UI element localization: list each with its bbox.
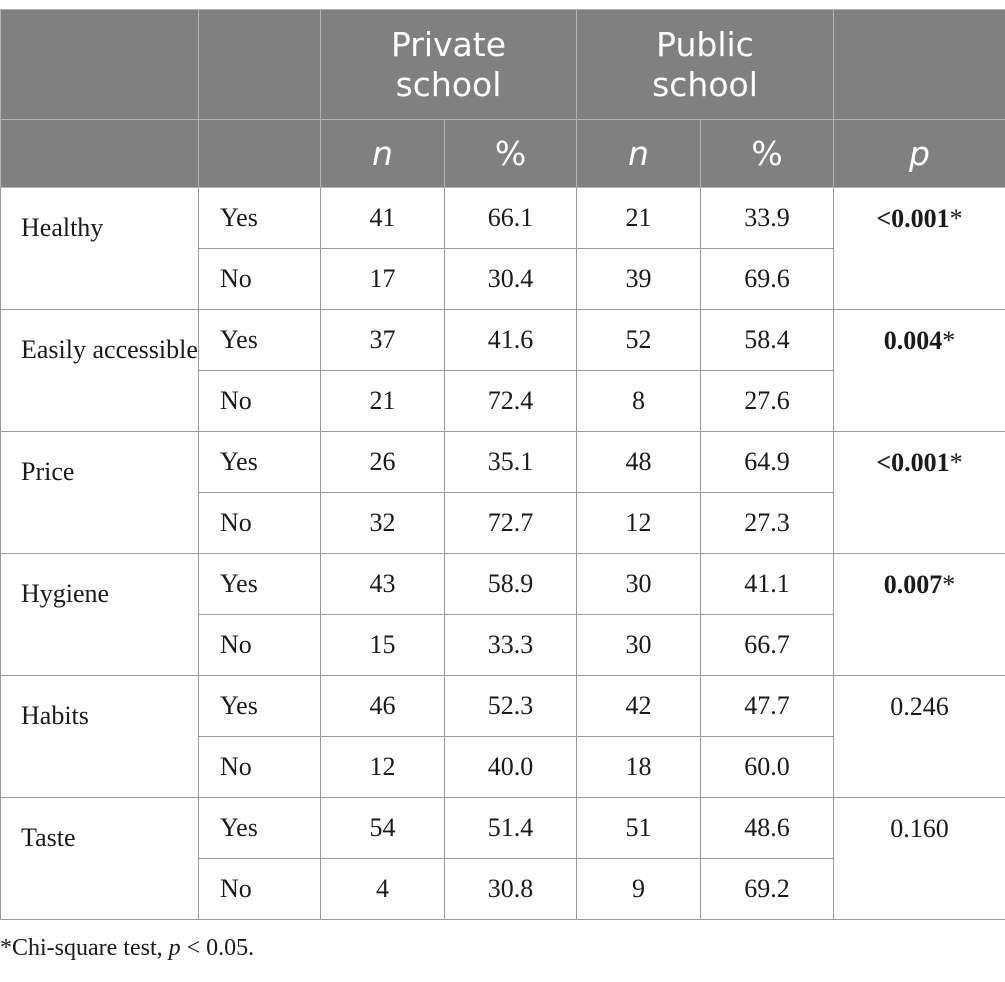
public-pct-cell: 58.4 — [701, 310, 834, 371]
private-pct-cell: 66.1 — [445, 188, 577, 249]
private-pct-cell: 72.7 — [445, 493, 577, 554]
public-pct-cell: 64.9 — [701, 432, 834, 493]
p-value: <0.001 — [876, 448, 950, 477]
p-value: 0.246 — [890, 692, 949, 721]
header-pct-public: % — [701, 120, 834, 188]
p-value-cell — [834, 188, 1005, 310]
private-n-cell: 54 — [321, 798, 445, 859]
private-n-cell: 4 — [321, 859, 445, 920]
table-row — [1, 676, 1005, 737]
response-label: Yes — [199, 188, 321, 249]
footnote-suffix: < 0.05. — [180, 935, 255, 961]
p-value-cell — [834, 554, 1005, 676]
public-n-cell: 30 — [577, 615, 701, 676]
private-n-cell: 21 — [321, 371, 445, 432]
public-pct-cell: 47.7 — [701, 676, 834, 737]
public-pct-cell: 41.1 — [701, 554, 834, 615]
p-value: 0.004 — [883, 326, 943, 355]
private-pct-cell: 30.8 — [445, 859, 577, 920]
private-n-cell: 12 — [321, 737, 445, 798]
p-value: <0.001 — [876, 204, 950, 233]
header-empty-category — [1, 10, 199, 120]
table-row — [1, 432, 1005, 493]
public-pct-cell: 60.0 — [701, 737, 834, 798]
header-n-public: n — [577, 120, 701, 188]
header-public-school: Public school — [577, 10, 834, 120]
private-pct-cell: 72.4 — [445, 371, 577, 432]
public-pct-cell: 27.6 — [701, 371, 834, 432]
private-n-cell: 32 — [321, 493, 445, 554]
response-label: No — [199, 249, 321, 310]
private-n-cell: 43 — [321, 554, 445, 615]
response-label: No — [199, 737, 321, 798]
private-n-cell: 37 — [321, 310, 445, 371]
public-pct-cell: 66.7 — [701, 615, 834, 676]
table-footnote — [0, 935, 254, 962]
category-label: Habits — [1, 676, 199, 798]
private-pct-cell: 35.1 — [445, 432, 577, 493]
table-row — [1, 798, 1005, 859]
header-p-value: p — [834, 120, 1005, 188]
significance-mark: * — [949, 448, 963, 477]
response-label: No — [199, 493, 321, 554]
public-n-cell: 52 — [577, 310, 701, 371]
table-row — [1, 554, 1005, 615]
category-label: Healthy — [1, 188, 199, 310]
p-value: 0.160 — [890, 814, 949, 843]
category-label: Easily accessible — [1, 310, 199, 432]
table-body — [1, 188, 1005, 920]
p-value-cell — [834, 676, 1005, 798]
public-n-cell: 42 — [577, 676, 701, 737]
private-n-cell: 15 — [321, 615, 445, 676]
response-label: Yes — [199, 554, 321, 615]
public-pct-cell: 48.6 — [701, 798, 834, 859]
response-label: No — [199, 615, 321, 676]
significance-mark: * — [949, 204, 963, 233]
public-n-cell: 30 — [577, 554, 701, 615]
response-label: No — [199, 371, 321, 432]
public-n-cell: 21 — [577, 188, 701, 249]
header-row-stats — [1, 120, 1005, 188]
header-n-private: n — [321, 120, 445, 188]
private-pct-cell: 33.3 — [445, 615, 577, 676]
response-label: No — [199, 859, 321, 920]
results-table — [0, 9, 1005, 920]
p-value-cell — [834, 798, 1005, 920]
private-n-cell: 41 — [321, 188, 445, 249]
private-n-cell: 26 — [321, 432, 445, 493]
significance-mark: * — [942, 326, 956, 355]
public-n-cell: 9 — [577, 859, 701, 920]
private-n-cell: 17 — [321, 249, 445, 310]
header-empty-p — [834, 10, 1005, 120]
table-row — [1, 310, 1005, 371]
p-value: 0.007 — [883, 570, 943, 599]
header-row-groups — [1, 10, 1005, 120]
private-pct-cell: 58.9 — [445, 554, 577, 615]
private-pct-cell: 30.4 — [445, 249, 577, 310]
private-pct-cell: 52.3 — [445, 676, 577, 737]
footnote-p-symbol: p — [168, 935, 181, 961]
response-label: Yes — [199, 798, 321, 859]
header-empty-category-2 — [1, 120, 199, 188]
public-pct-cell: 33.9 — [701, 188, 834, 249]
header-private-school: Private school — [321, 10, 577, 120]
private-pct-cell: 41.6 — [445, 310, 577, 371]
footnote-prefix: *Chi-square test, — [0, 935, 169, 961]
table-header — [1, 10, 1005, 188]
public-n-cell: 8 — [577, 371, 701, 432]
public-pct-cell: 69.6 — [701, 249, 834, 310]
p-value-cell — [834, 432, 1005, 554]
public-n-cell: 51 — [577, 798, 701, 859]
table-row — [1, 188, 1005, 249]
header-empty-response-2 — [199, 120, 321, 188]
public-n-cell: 39 — [577, 249, 701, 310]
private-n-cell: 46 — [321, 676, 445, 737]
response-label: Yes — [199, 432, 321, 493]
category-label: Taste — [1, 798, 199, 920]
significance-mark: * — [942, 570, 956, 599]
response-label: Yes — [199, 310, 321, 371]
public-pct-cell: 69.2 — [701, 859, 834, 920]
public-n-cell: 12 — [577, 493, 701, 554]
category-label: Hygiene — [1, 554, 199, 676]
header-empty-response — [199, 10, 321, 120]
private-pct-cell: 51.4 — [445, 798, 577, 859]
category-label: Price — [1, 432, 199, 554]
public-pct-cell: 27.3 — [701, 493, 834, 554]
header-pct-private: % — [445, 120, 577, 188]
private-pct-cell: 40.0 — [445, 737, 577, 798]
public-n-cell: 18 — [577, 737, 701, 798]
p-value-cell — [834, 310, 1005, 432]
response-label: Yes — [199, 676, 321, 737]
public-n-cell: 48 — [577, 432, 701, 493]
